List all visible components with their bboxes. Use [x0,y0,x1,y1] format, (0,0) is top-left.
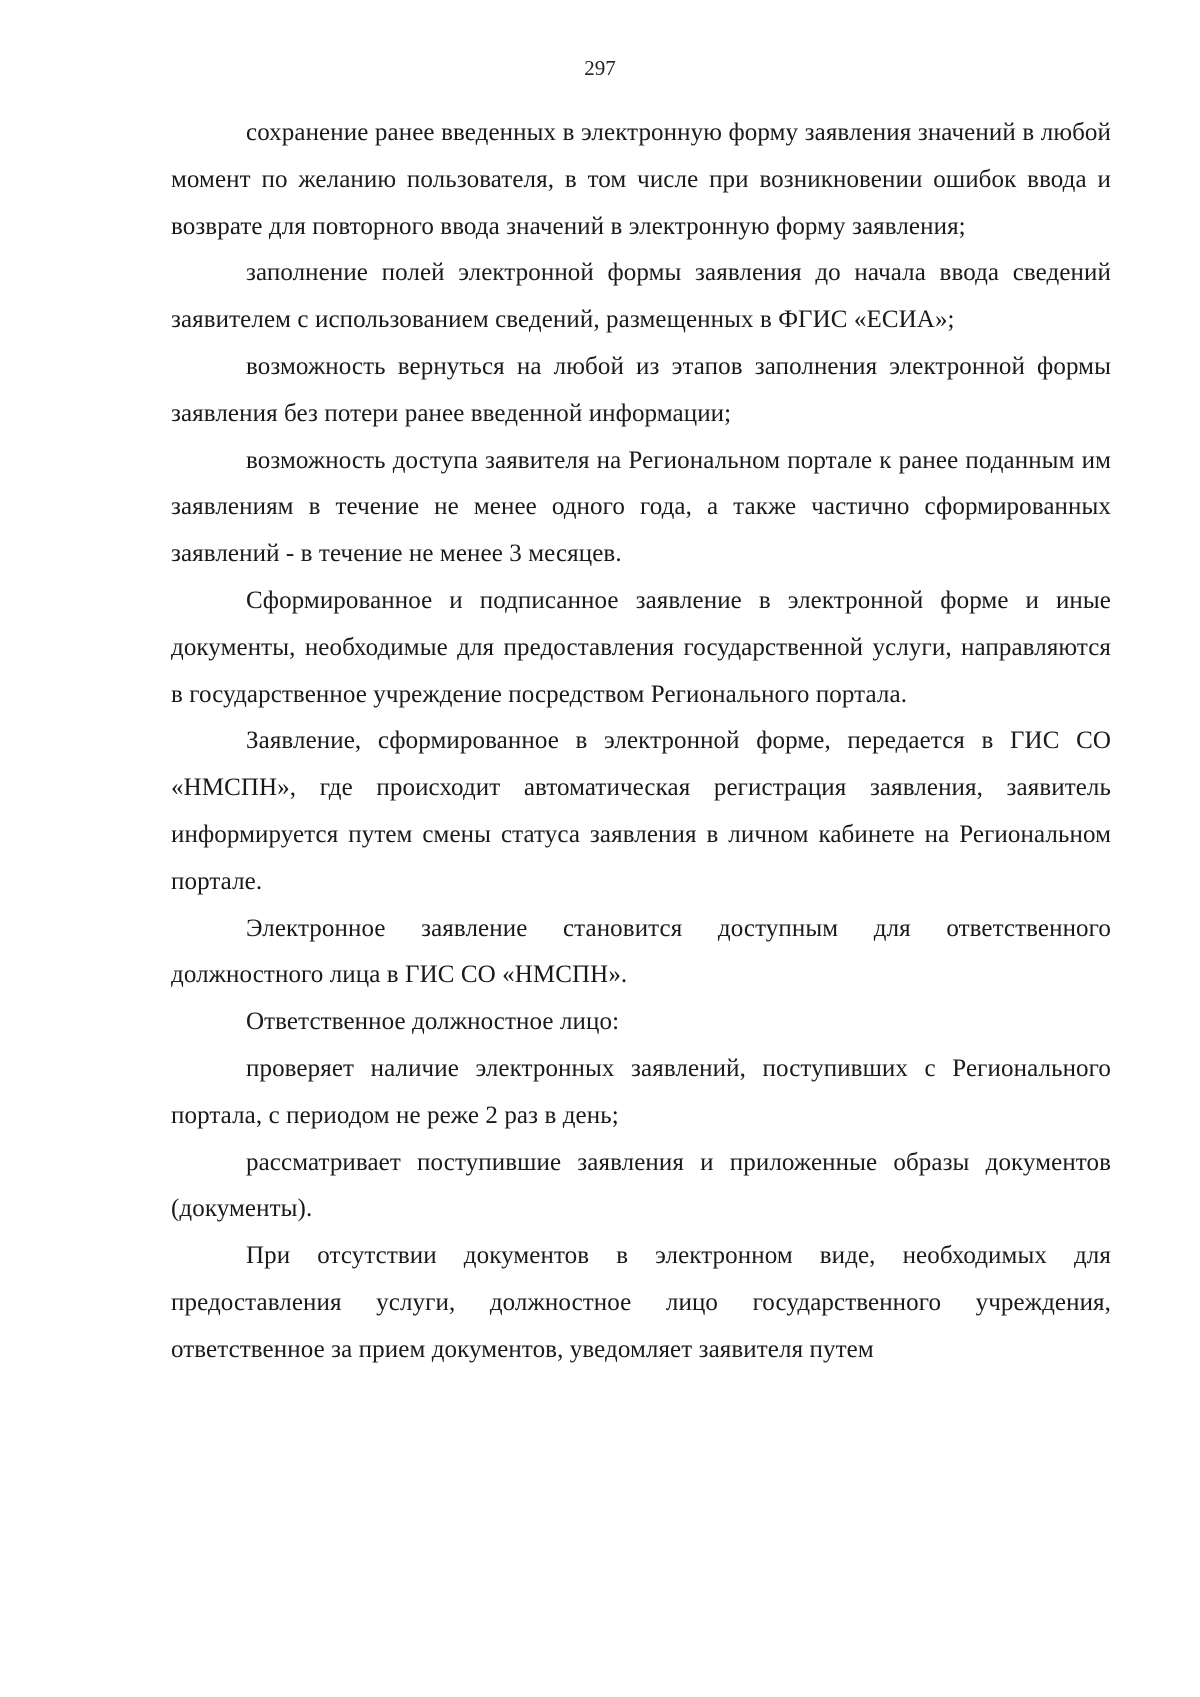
page-number: 297 [584,56,616,80]
paragraph-3: возможность вернуться на любой из этапов заполнения электронной формы заявления без потери ранее введенной информации; [171,352,1111,427]
paragraph-1: сохранение ранее введенных в электронную форму заявления значений в любой момент по желанию пользователя, в том числе при возникновении ошибок ввода и возврате для повторного ввода значений в электронную форму заявления; [171,119,1111,240]
paragraph-5: Сформированное и подписанное заявление в электронной форме и иные документы, необходимые для предоставления государственной услуги, направляются в государственное учреждение посредством Регионального портала. [171,586,1111,708]
body-text [171,110,1111,1374]
paragraph-2: заполнение полей электронной формы заявления до начала ввода сведений заявителем с использованием сведений, размещенных в ФГИС «ЕСИА»; [171,259,1111,334]
paragraph-9: проверяет наличие электронных заявлений, поступивших с Регионального портала, с периодом не реже 2 раз в день; [171,1054,1111,1129]
paragraph-6: Заявление, сформированное в электронной форме, передается в ГИС СО «НМСПН», где происходит автоматическая регистрация заявления, заявитель информируется путем смены статуса заявления в личном кабинете на Региональном портале. [171,727,1111,895]
paragraph-7: Электронное заявление становится доступным для ответственного должностного лица в ГИС СО «НМСПН». [171,914,1111,989]
paragraph-8: Ответственное должностное лицо: [246,1008,620,1036]
paragraph-11: При отсутствии документов в электронном виде, необходимых для предоставления услуги, должностное лицо государственного учреждения, ответственное за прием документов, уведомляет заявителя путем [171,1242,1111,1363]
paragraph-4: возможность доступа заявителя на Региональном портале к ранее поданным им заявлениям в течение не менее одного года, а также частично сформированных заявлений - в течение не менее 3 месяцев. [171,446,1111,568]
paragraph-10: рассматривает поступившие заявления и приложенные образы документов (документы). [171,1148,1111,1223]
